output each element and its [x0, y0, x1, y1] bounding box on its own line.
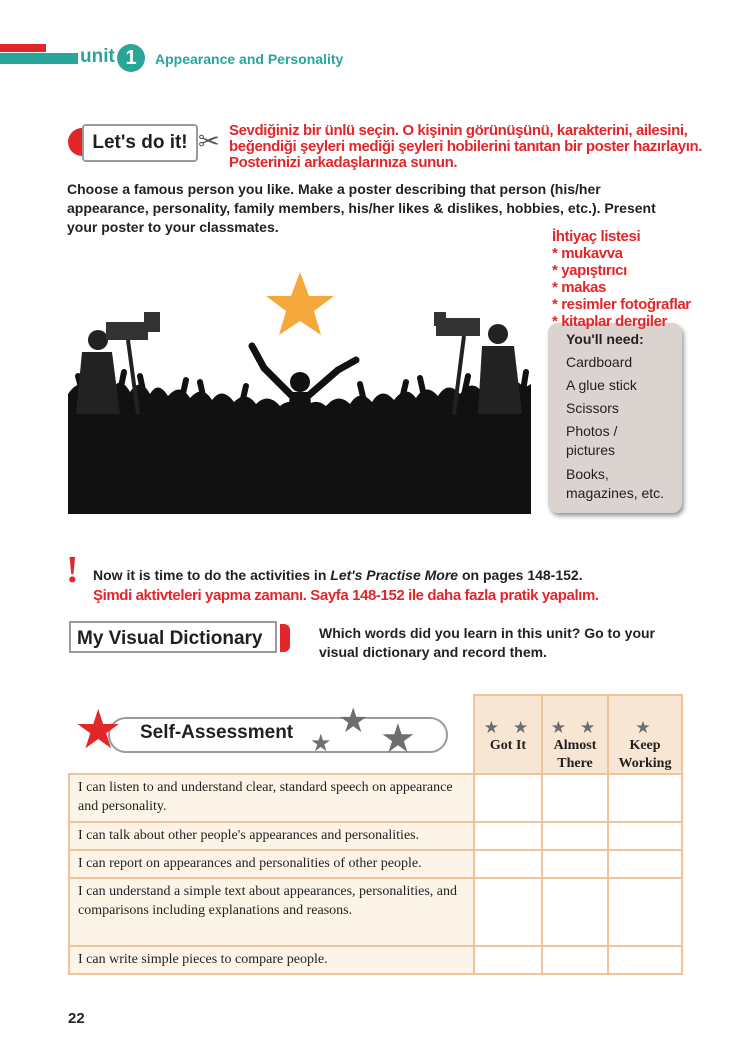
self-assessment-title: Self-Assessment	[140, 722, 294, 743]
checkbox-got-it[interactable]	[474, 946, 542, 974]
checkbox-got-it[interactable]	[474, 878, 542, 946]
assessment-statement: I can write simple pieces to compare people.	[69, 946, 474, 974]
practise-more-text: Now it is time to do the activities in Let's Practise More on pages 148-152.	[93, 567, 583, 583]
checkbox-almost-there[interactable]	[542, 822, 608, 850]
assessment-statement: I can understand a simple text about appearances, personalities, and comparisons including explanations and reasons.	[69, 878, 474, 946]
star-icon: ★	[310, 730, 332, 757]
table-row	[69, 850, 682, 878]
checkbox-got-it[interactable]	[474, 774, 542, 822]
visual-dictionary-label: My Visual Dictionary	[69, 621, 277, 653]
unit-title: Appearance and Personality	[155, 51, 344, 67]
star-icon: ★	[635, 718, 655, 738]
star-icon: ★ ★	[550, 718, 600, 738]
unit-word: unit	[80, 46, 115, 67]
lets-do-it-translation: Sevdiğiniz bir ünlü seçin. O kişinin görünüşünü, karakterini, ailesini, beğendiği şeyleri mediği şeyleri hobilerini tanıtan bir poster hazırlayın. Posterinizi arkadaşlarınıza sunun.	[229, 122, 703, 171]
checkbox-keep-working[interactable]	[608, 822, 682, 850]
checkbox-keep-working[interactable]	[608, 878, 682, 946]
unit-number-badge: 1	[117, 44, 145, 72]
scissors-icon: ✂	[198, 126, 220, 156]
table-row	[69, 878, 682, 946]
visual-dictionary-tab	[280, 624, 290, 652]
table-row	[69, 946, 682, 974]
youll-need-item: Scissors	[566, 400, 619, 416]
checkbox-keep-working[interactable]	[608, 946, 682, 974]
visual-dictionary-text: Which words did you learn in this unit? Go to your visual dictionary and record them.	[319, 625, 655, 660]
checkbox-keep-working[interactable]	[608, 850, 682, 878]
needs-list-tr-item: * kitaplar dergiler	[552, 313, 667, 330]
checkbox-got-it[interactable]	[474, 850, 542, 878]
header-teal-bar	[0, 53, 78, 64]
assessment-statement: I can talk about other people's appearances and personalities.	[69, 822, 474, 850]
checkbox-almost-there[interactable]	[542, 946, 608, 974]
needs-list-tr-title: İhtiyaç listesi	[552, 228, 641, 245]
star-icon: ★ ★	[483, 718, 533, 738]
crowd-silhouette-illustration	[68, 264, 531, 514]
column-almost-there: ★ ★ Almost There	[542, 695, 608, 774]
youll-need-item: Books, magazines, etc.	[566, 466, 665, 501]
youll-need-item: A glue stick	[566, 377, 637, 393]
exclamation-icon: !	[66, 549, 79, 591]
checkbox-almost-there[interactable]	[542, 878, 608, 946]
needs-list-tr-item: * makas	[552, 279, 606, 296]
star-icon: ★	[338, 702, 369, 740]
youll-need-item: Photos / pictures	[566, 423, 618, 458]
needs-list-tr-item: * resimler fotoğraflar	[552, 296, 691, 313]
needs-list-tr-item: * mukavva	[552, 245, 623, 262]
youll-need-title: You'll need:	[566, 331, 644, 347]
assessment-statement: I can listen to and understand clear, standard speech on appearance and personality.	[69, 774, 474, 822]
assessment-statement: I can report on appearances and personalities of other people.	[69, 850, 474, 878]
checkbox-keep-working[interactable]	[608, 774, 682, 822]
checkbox-got-it[interactable]	[474, 822, 542, 850]
page-number: 22	[68, 1010, 85, 1027]
needs-list-tr	[552, 228, 691, 313]
table-row	[69, 822, 682, 850]
star-icon: ★	[380, 717, 416, 761]
lets-do-it-instruction: Choose a famous person you like. Make a poster describing that person (his/her appearance, personality, family members, his/her likes & dislikes, hobbies, etc.). Present your poster to your classmates.	[67, 181, 656, 235]
table-row	[69, 774, 682, 822]
star-icon: ★	[74, 700, 123, 760]
youll-need-item: Cardboard	[566, 354, 633, 370]
needs-list-tr-item: * yapıştırıcı	[552, 262, 627, 279]
practise-more-translation: Şimdi aktivteleri yapma zamanı. Sayfa 148-152 ile daha fazla pratik yapalım.	[93, 587, 599, 604]
lets-do-it-label: Let's do it!	[82, 124, 198, 162]
checkbox-almost-there[interactable]	[542, 774, 608, 822]
column-got-it: ★ ★ Got It	[474, 695, 542, 774]
checkbox-almost-there[interactable]	[542, 850, 608, 878]
column-keep-working: ★ Keep Working	[608, 695, 682, 774]
header-red-bar	[0, 44, 46, 52]
